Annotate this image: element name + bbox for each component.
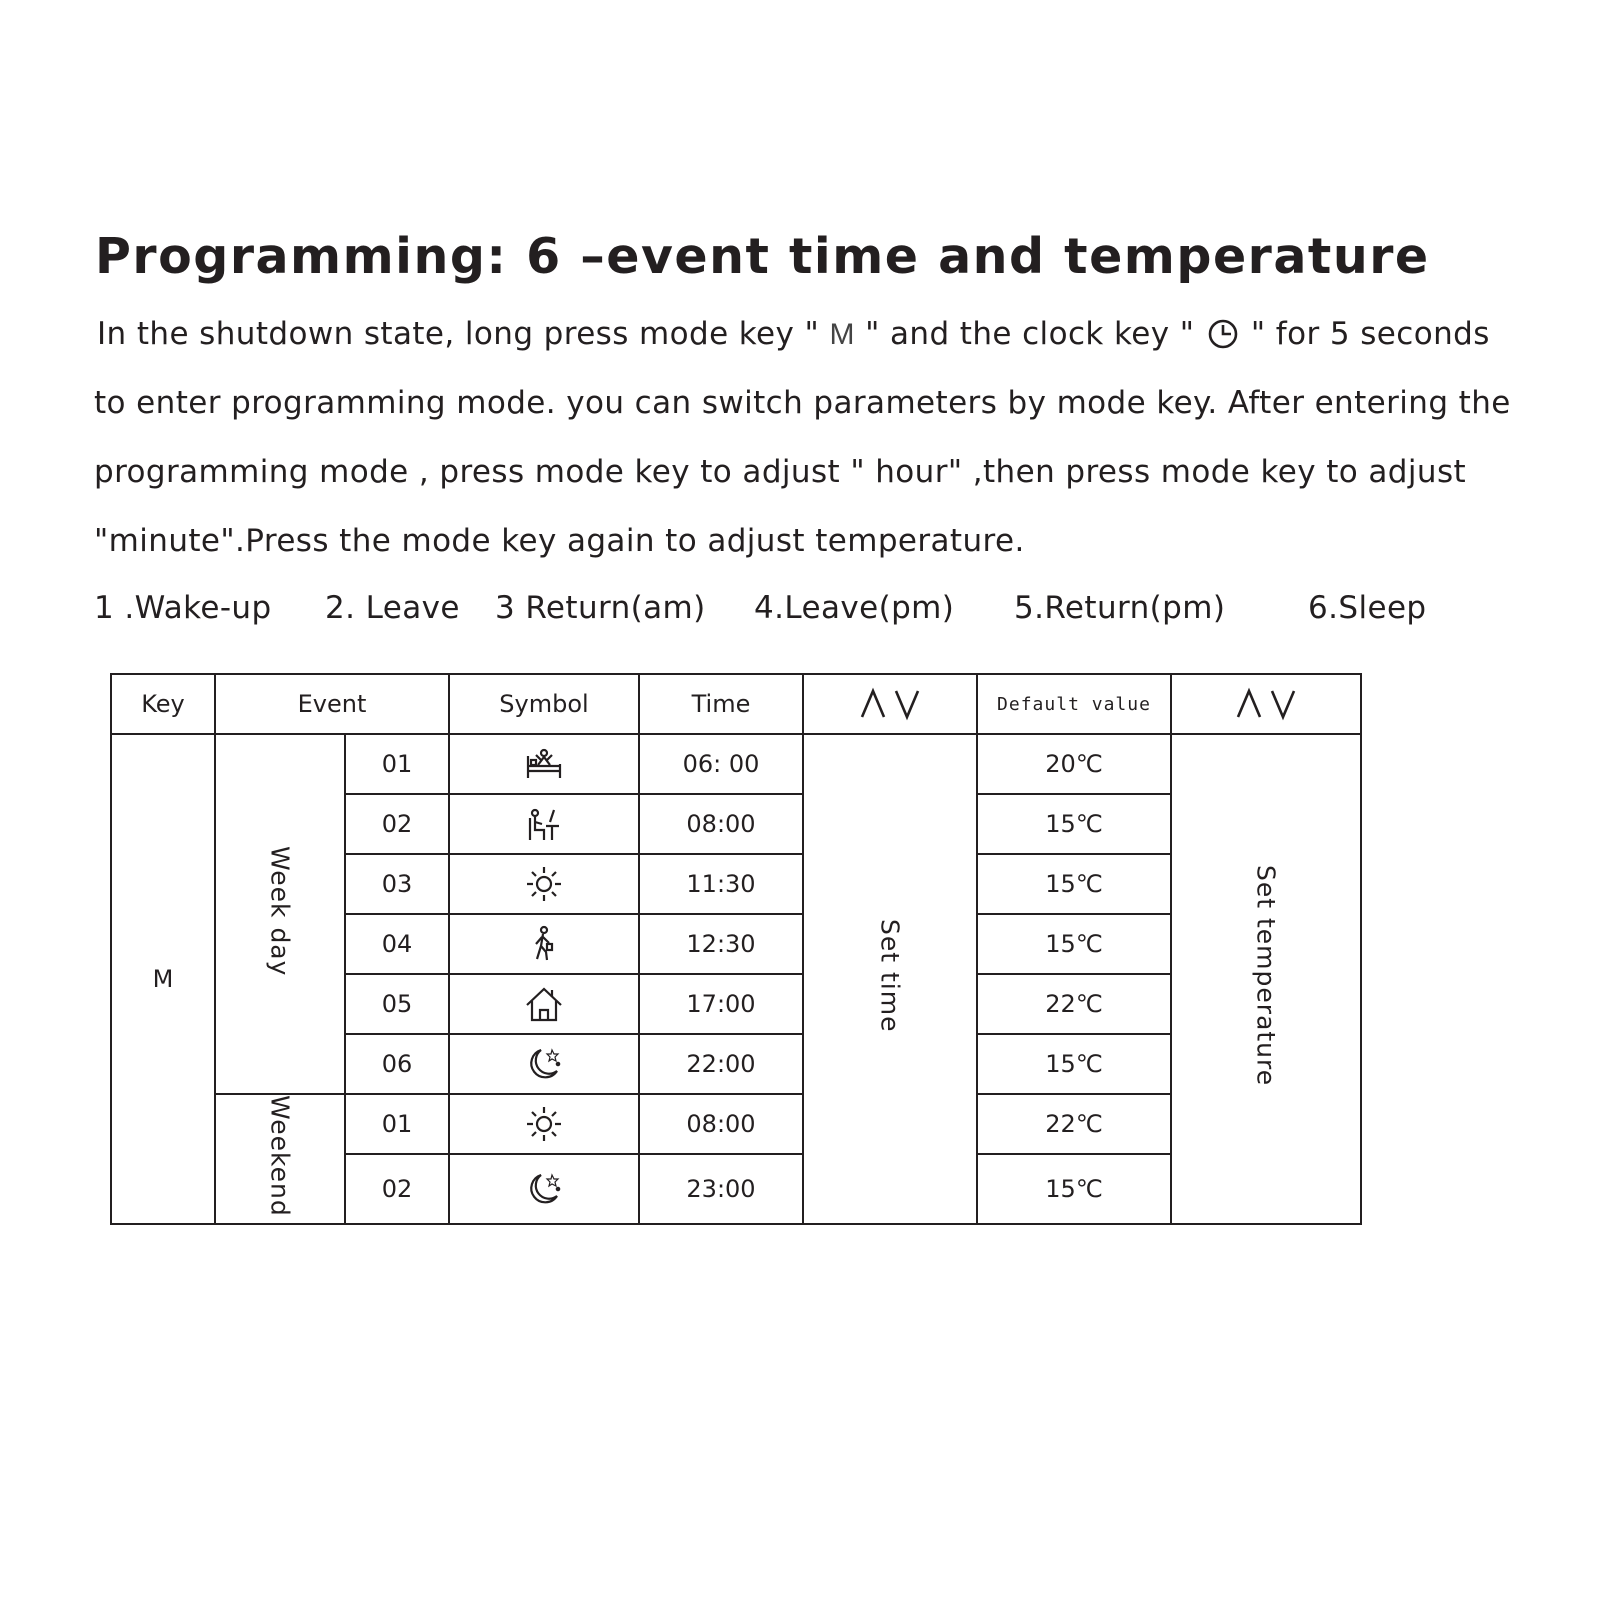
event-number: 04 [345,914,449,974]
instruction-line-4: "minute".Press the mode key again to adjust temperature. [94,523,1025,559]
schedule-table [110,673,1362,1225]
instruction-line-2: to enter programming mode. you can switch parameters by mode key. After entering the [94,385,1511,421]
set-time-cell [803,734,977,1224]
event-number: 06 [345,1034,449,1094]
header-temp-arrows [1171,674,1361,734]
event-number: 02 [345,794,449,854]
event-item-leave: 2. Leave [325,590,460,626]
default-temp-cell: 15℃ [977,854,1171,914]
default-temp-cell: 15℃ [977,1034,1171,1094]
key-cell: M [111,734,215,1224]
up-down-arrows-icon [858,687,922,721]
weekend-group-cell [215,1094,345,1224]
event-number: 03 [345,854,449,914]
event-number: 05 [345,974,449,1034]
time-cell: 12:30 [639,914,803,974]
up-down-arrows-icon [1234,687,1298,721]
event-number: 01 [345,1094,449,1154]
header-default-value: Default value [977,674,1171,734]
moon-icon [524,1044,564,1084]
default-temp-cell: 22℃ [977,1094,1171,1154]
moon-icon [524,1169,564,1209]
event-number: 02 [345,1154,449,1224]
time-cell: 11:30 [639,854,803,914]
symbol-cell [449,854,639,914]
time-cell: 06: 00 [639,734,803,794]
time-cell: 22:00 [639,1034,803,1094]
time-cell: 23:00 [639,1154,803,1224]
symbol-cell [449,794,639,854]
weekday-label: Week day [265,845,295,977]
weekday-group-cell [215,734,345,1094]
instruction-line-1: In the shutdown state, long press mode key " M " and the clock key " " for 5 seconds [97,316,1490,352]
sun-icon [524,864,564,904]
default-temp-cell: 15℃ [977,914,1171,974]
wake-up-icon [524,744,564,784]
table-row [111,734,1361,794]
symbol-cell [449,1034,639,1094]
clock-icon [1207,318,1239,350]
symbol-cell [449,734,639,794]
symbol-cell [449,914,639,974]
header-event: Event [215,674,449,734]
set-time-label: Set time [875,919,905,1033]
symbol-cell [449,1154,639,1224]
set-temperature-label: Set temperature [1251,865,1281,1087]
header-time-arrows [803,674,977,734]
table-header-row [111,674,1361,734]
symbol-cell [449,1094,639,1154]
header-symbol: Symbol [449,674,639,734]
home-icon [524,984,564,1024]
walking-icon [524,924,564,964]
weekend-label: Weekend [265,1095,295,1217]
event-item-sleep: 6.Sleep [1308,590,1427,626]
sun-icon [524,1104,564,1144]
symbol-cell [449,974,639,1034]
set-temperature-cell [1171,734,1361,1224]
event-item-wake-up: 1 .Wake-up [94,590,272,626]
event-item-leave-pm: 4.Leave(pm) [754,590,955,626]
time-cell: 08:00 [639,794,803,854]
default-temp-cell: 22℃ [977,974,1171,1034]
event-item-return-am: 3 Return(am) [495,590,706,626]
mode-key-label: M [829,318,855,351]
time-cell: 17:00 [639,974,803,1034]
leave-icon [524,804,564,844]
header-key: Key [111,674,215,734]
default-temp-cell: 20℃ [977,734,1171,794]
instruction-line-3: programming mode , press mode key to adjust " hour" ,then press mode key to adjust [94,454,1467,490]
event-number: 01 [345,734,449,794]
event-item-return-pm: 5.Return(pm) [1014,590,1226,626]
default-temp-cell: 15℃ [977,794,1171,854]
page-title: Programming: 6 –event time and temperature [95,228,1430,285]
instructions-paragraph [94,300,1574,576]
default-temp-cell: 15℃ [977,1154,1171,1224]
header-time: Time [639,674,803,734]
time-cell: 08:00 [639,1094,803,1154]
